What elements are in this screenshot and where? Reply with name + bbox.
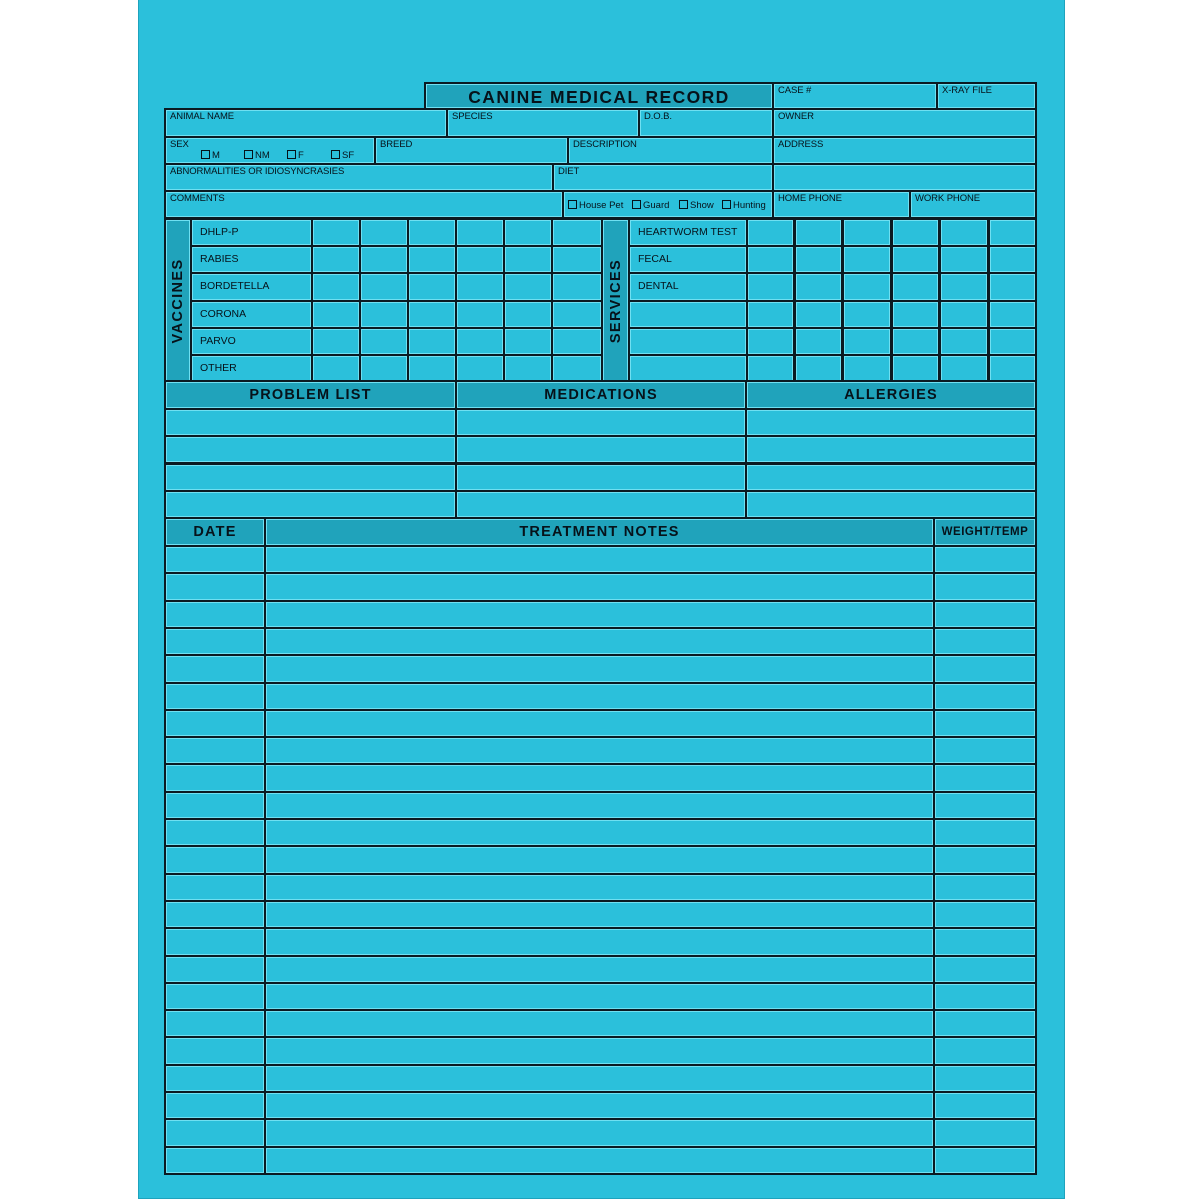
vaccine-date-cell[interactable] — [359, 300, 409, 329]
treatment-notes-cell[interactable] — [264, 791, 935, 820]
medications-row[interactable] — [455, 463, 747, 492]
vaccine-row-label — [190, 272, 313, 301]
allergies-row[interactable] — [745, 435, 1037, 464]
treatment-notes-cell[interactable] — [264, 654, 935, 683]
comments-field[interactable] — [164, 190, 564, 219]
service-date-cell[interactable] — [891, 327, 940, 356]
problem-list-row[interactable] — [164, 435, 457, 464]
vaccine-date-cell[interactable] — [551, 218, 603, 247]
treatment-date-cell[interactable] — [164, 1091, 266, 1120]
weight-temp-cell[interactable] — [933, 982, 1037, 1011]
dob-field[interactable] — [638, 108, 774, 138]
use-option-house-pet[interactable]: House Pet — [568, 200, 623, 211]
vaccine-date-cell[interactable] — [359, 327, 409, 356]
vaccine-date-cell[interactable] — [455, 327, 505, 356]
service-date-cell[interactable] — [891, 300, 940, 329]
allergies-row[interactable] — [745, 490, 1037, 519]
vaccine-date-cell[interactable] — [503, 245, 553, 274]
service-name: DENTAL — [638, 280, 679, 293]
treatment-date-cell[interactable] — [164, 818, 266, 847]
vaccine-date-cell[interactable] — [455, 245, 505, 274]
vaccine-date-cell[interactable] — [551, 354, 603, 383]
vaccine-name: CORONA — [200, 307, 247, 320]
form-title: CANINE MEDICAL RECORD — [468, 87, 730, 107]
sex-option-m[interactable]: M — [201, 150, 220, 161]
treatment-notes-cell[interactable] — [264, 845, 935, 874]
weight-temp-cell[interactable] — [933, 791, 1037, 820]
vaccine-date-cell[interactable] — [503, 354, 553, 383]
treatment-date-cell[interactable] — [164, 545, 266, 574]
vaccine-date-cell[interactable] — [503, 327, 553, 356]
treatment-date-cell[interactable] — [164, 627, 266, 656]
vaccine-date-cell[interactable] — [551, 272, 603, 301]
problem-list-row[interactable] — [164, 490, 457, 519]
treatment-date-cell[interactable] — [164, 845, 266, 874]
treatment-notes-cell[interactable] — [264, 545, 935, 574]
treatment-notes-cell[interactable] — [264, 682, 935, 711]
treatment-notes-cell[interactable] — [264, 572, 935, 601]
service-date-cell[interactable] — [939, 327, 989, 356]
vaccine-row-label — [190, 218, 313, 247]
vaccine-date-cell[interactable] — [311, 245, 361, 274]
vaccine-date-cell[interactable] — [359, 354, 409, 383]
vaccine-date-cell[interactable] — [407, 245, 457, 274]
problem-list-row[interactable] — [164, 408, 457, 437]
service-date-cell[interactable] — [794, 300, 843, 329]
service-date-cell[interactable] — [794, 327, 843, 356]
vaccine-date-cell[interactable] — [311, 354, 361, 383]
vaccine-date-cell[interactable] — [311, 272, 361, 301]
vaccine-date-cell[interactable] — [455, 300, 505, 329]
weight-temp-cell[interactable] — [933, 845, 1037, 874]
service-date-cell[interactable] — [842, 354, 892, 383]
weight-temp-cell[interactable] — [933, 682, 1037, 711]
vaccine-name: BORDETELLA — [200, 280, 270, 293]
treatment-notes-cell[interactable] — [264, 1091, 935, 1120]
checkbox-icon[interactable] — [201, 150, 210, 159]
treatment-notes-cell[interactable] — [264, 600, 935, 629]
service-date-cell[interactable] — [988, 354, 1037, 383]
species-label: SPECIES — [452, 111, 493, 122]
treatment-date-cell[interactable] — [164, 873, 266, 902]
service-date-cell[interactable] — [746, 300, 795, 329]
address-field[interactable] — [772, 136, 1037, 165]
vaccine-date-cell[interactable] — [503, 218, 553, 247]
animal-name-field[interactable] — [164, 108, 448, 138]
service-date-cell[interactable] — [746, 354, 795, 383]
comments-label: COMMENTS — [170, 193, 225, 204]
address-line-2-field[interactable] — [772, 163, 1037, 192]
xray-file-label: X-RAY FILE — [942, 85, 992, 96]
treatment-notes-cell[interactable] — [264, 927, 935, 956]
treatment-notes-cell[interactable] — [264, 1146, 935, 1175]
case-number-field[interactable] — [772, 82, 938, 110]
treatment-notes-cell[interactable] — [264, 1036, 935, 1065]
description-label: DESCRIPTION — [573, 139, 637, 150]
weight-temp-cell[interactable] — [933, 1118, 1037, 1147]
vaccine-row-label — [190, 245, 313, 274]
problem-list-header: PROBLEM LIST — [164, 380, 457, 410]
vaccine-date-cell[interactable] — [455, 218, 505, 247]
vaccine-row-label — [190, 300, 313, 329]
use-type-field — [562, 190, 774, 219]
vaccine-date-cell[interactable] — [551, 327, 603, 356]
allergies-header: ALLERGIES — [745, 380, 1037, 410]
service-row-label — [628, 354, 748, 383]
sex-option-sf[interactable]: SF — [331, 150, 354, 161]
weight-temp-cell[interactable] — [933, 1009, 1037, 1038]
treatment-notes-cell[interactable] — [264, 1009, 935, 1038]
xray-file-field[interactable] — [936, 82, 1037, 110]
weight-temp-cell[interactable] — [933, 545, 1037, 574]
weight-temp-cell[interactable] — [933, 927, 1037, 956]
service-date-cell[interactable] — [746, 327, 795, 356]
vaccine-date-cell[interactable] — [407, 218, 457, 247]
service-date-cell[interactable] — [842, 218, 892, 247]
service-row-label — [628, 218, 748, 247]
checkbox-icon[interactable] — [722, 200, 731, 209]
treatment-date-cell[interactable] — [164, 763, 266, 792]
vaccine-date-cell[interactable] — [407, 354, 457, 383]
treatment-date-cell[interactable] — [164, 1118, 266, 1147]
sex-label: SEX — [170, 139, 189, 150]
treatment-date-cell[interactable] — [164, 1036, 266, 1065]
weight-temp-cell[interactable] — [933, 1036, 1037, 1065]
service-date-cell[interactable] — [939, 272, 989, 301]
treatment-notes-header: TREATMENT NOTES — [264, 517, 935, 547]
treatment-date-cell[interactable] — [164, 1146, 266, 1175]
problem-list-row[interactable] — [164, 463, 457, 492]
weight-temp-cell[interactable] — [933, 1064, 1037, 1093]
treatment-notes-cell[interactable] — [264, 709, 935, 738]
weight-temp-cell[interactable] — [933, 955, 1037, 984]
weight-temp-cell[interactable] — [933, 654, 1037, 683]
sex-option-f[interactable]: F — [287, 150, 304, 161]
checkbox-icon[interactable] — [331, 150, 340, 159]
description-field[interactable] — [567, 136, 774, 165]
service-date-cell[interactable] — [842, 245, 892, 274]
form-title-bar — [424, 82, 774, 110]
weight-temp-cell[interactable] — [933, 627, 1037, 656]
treatment-notes-cell[interactable] — [264, 1064, 935, 1093]
diet-label: DIET — [558, 166, 580, 177]
service-name: HEARTWORM TEST — [638, 226, 738, 238]
treatment-notes-cell[interactable] — [264, 736, 935, 765]
vaccine-date-cell[interactable] — [311, 327, 361, 356]
treatment-notes-cell[interactable] — [264, 955, 935, 984]
medications-header: MEDICATIONS — [455, 380, 747, 410]
vaccine-date-cell[interactable] — [359, 218, 409, 247]
weight-temp-cell[interactable] — [933, 763, 1037, 792]
dob-label: D.O.B. — [644, 111, 672, 122]
treatment-date-cell[interactable] — [164, 572, 266, 601]
weight-temp-cell[interactable] — [933, 736, 1037, 765]
vaccine-date-cell[interactable] — [455, 354, 505, 383]
vaccine-name: PARVO — [200, 334, 236, 347]
vaccine-date-cell[interactable] — [551, 245, 603, 274]
treatment-date-cell[interactable] — [164, 900, 266, 929]
vaccine-date-cell[interactable] — [311, 300, 361, 329]
abnormalities-label: ABNORMALITIES OR IDIOSYNCRASIES — [170, 166, 345, 177]
service-date-cell[interactable] — [891, 354, 940, 383]
service-name: FECAL — [638, 253, 672, 266]
abnormalities-field[interactable] — [164, 163, 554, 192]
service-row-label — [628, 272, 748, 301]
owner-field[interactable] — [772, 108, 1037, 138]
owner-label: OWNER — [778, 111, 814, 122]
vaccine-date-cell[interactable] — [407, 300, 457, 329]
treatment-notes-cell[interactable] — [264, 1118, 935, 1147]
service-date-cell[interactable] — [746, 245, 795, 274]
service-date-cell[interactable] — [746, 272, 795, 301]
weight-temp-cell[interactable] — [933, 1091, 1037, 1120]
service-date-cell[interactable] — [891, 272, 940, 301]
vaccine-date-cell[interactable] — [311, 218, 361, 247]
service-date-cell[interactable] — [794, 245, 843, 274]
work-phone-field[interactable] — [909, 190, 1037, 219]
medications-row[interactable] — [455, 490, 747, 519]
vaccines-side-label — [164, 218, 192, 383]
weight-temp-cell[interactable] — [933, 709, 1037, 738]
service-date-cell[interactable] — [891, 245, 940, 274]
services-label: SERVICES — [607, 258, 624, 343]
use-option-hunting[interactable]: Hunting — [722, 200, 766, 211]
checkbox-icon[interactable] — [679, 200, 688, 209]
vaccine-name: DHLP-P — [200, 226, 239, 238]
use-option-guard[interactable]: Guard — [632, 200, 669, 211]
species-field[interactable] — [446, 108, 640, 138]
service-date-cell[interactable] — [746, 218, 795, 247]
work-phone-label: WORK PHONE — [915, 193, 980, 204]
vaccine-date-cell[interactable] — [359, 272, 409, 301]
service-row-label — [628, 245, 748, 274]
service-date-cell[interactable] — [988, 218, 1037, 247]
services-side-label — [601, 218, 630, 383]
weight-temp-header: WEIGHT/TEMP — [933, 517, 1037, 547]
treatment-notes-cell[interactable] — [264, 982, 935, 1011]
vaccine-date-cell[interactable] — [407, 272, 457, 301]
vaccine-date-cell[interactable] — [503, 300, 553, 329]
medications-row[interactable] — [455, 435, 747, 464]
treatment-notes-cell[interactable] — [264, 627, 935, 656]
sex-option-nm[interactable]: NM — [244, 150, 270, 161]
vaccine-date-cell[interactable] — [503, 272, 553, 301]
service-date-cell[interactable] — [988, 245, 1037, 274]
treatment-notes-cell[interactable] — [264, 900, 935, 929]
treatment-date-cell[interactable] — [164, 1009, 266, 1038]
checkbox-icon[interactable] — [568, 200, 577, 209]
treatment-date-cell[interactable] — [164, 1064, 266, 1093]
vaccine-date-cell[interactable] — [407, 327, 457, 356]
use-option-show[interactable]: Show — [679, 200, 714, 211]
treatment-date-cell[interactable] — [164, 982, 266, 1011]
treatment-notes-cell[interactable] — [264, 763, 935, 792]
vaccines-label: VACCINES — [170, 258, 186, 344]
service-date-cell[interactable] — [842, 327, 892, 356]
service-date-cell[interactable] — [939, 218, 989, 247]
treatment-date-cell[interactable] — [164, 600, 266, 629]
treatment-notes-cell[interactable] — [264, 818, 935, 847]
vaccine-name: RABIES — [200, 253, 239, 266]
checkbox-icon[interactable] — [632, 200, 641, 209]
address-label: ADDRESS — [778, 139, 824, 150]
breed-label: BREED — [380, 139, 413, 150]
vaccine-date-cell[interactable] — [551, 300, 603, 329]
checkbox-icon[interactable] — [287, 150, 296, 159]
service-row-label — [628, 300, 748, 329]
service-date-cell[interactable] — [842, 300, 892, 329]
service-date-cell[interactable] — [988, 327, 1037, 356]
service-date-cell[interactable] — [988, 272, 1037, 301]
allergies-row[interactable] — [745, 408, 1037, 437]
service-date-cell[interactable] — [939, 354, 989, 383]
service-date-cell[interactable] — [794, 272, 843, 301]
medications-row[interactable] — [455, 408, 747, 437]
treatment-date-cell[interactable] — [164, 654, 266, 683]
vaccine-name: OTHER — [200, 362, 237, 374]
weight-temp-cell[interactable] — [933, 572, 1037, 601]
weight-temp-cell[interactable] — [933, 1146, 1037, 1175]
treatment-date-cell[interactable] — [164, 736, 266, 765]
service-date-cell[interactable] — [794, 218, 843, 247]
vaccine-date-cell[interactable] — [359, 245, 409, 274]
weight-temp-cell[interactable] — [933, 873, 1037, 902]
diet-field[interactable] — [552, 163, 774, 192]
weight-temp-cell[interactable] — [933, 900, 1037, 929]
service-date-cell[interactable] — [988, 300, 1037, 329]
vaccine-date-cell[interactable] — [455, 272, 505, 301]
service-date-cell[interactable] — [891, 218, 940, 247]
weight-temp-cell[interactable] — [933, 818, 1037, 847]
service-date-cell[interactable] — [794, 354, 843, 383]
animal-name-label: ANIMAL NAME — [170, 111, 235, 122]
breed-field[interactable] — [374, 136, 569, 165]
allergies-row[interactable] — [745, 463, 1037, 492]
treatment-date-cell[interactable] — [164, 927, 266, 956]
service-date-cell[interactable] — [842, 272, 892, 301]
treatment-notes-cell[interactable] — [264, 873, 935, 902]
vaccine-row-label — [190, 327, 313, 356]
service-date-cell[interactable] — [939, 245, 989, 274]
treatment-date-cell[interactable] — [164, 791, 266, 820]
date-header: DATE — [164, 517, 266, 547]
case-number-label: CASE # — [778, 85, 812, 96]
home-phone-label: HOME PHONE — [778, 193, 842, 204]
vaccine-row-label — [190, 354, 313, 383]
treatment-date-cell[interactable] — [164, 955, 266, 984]
weight-temp-cell[interactable] — [933, 600, 1037, 629]
service-row-label — [628, 327, 748, 356]
home-phone-field[interactable] — [772, 190, 911, 219]
sex-field — [164, 136, 376, 165]
treatment-date-cell[interactable] — [164, 709, 266, 738]
treatment-date-cell[interactable] — [164, 682, 266, 711]
service-date-cell[interactable] — [939, 300, 989, 329]
checkbox-icon[interactable] — [244, 150, 253, 159]
